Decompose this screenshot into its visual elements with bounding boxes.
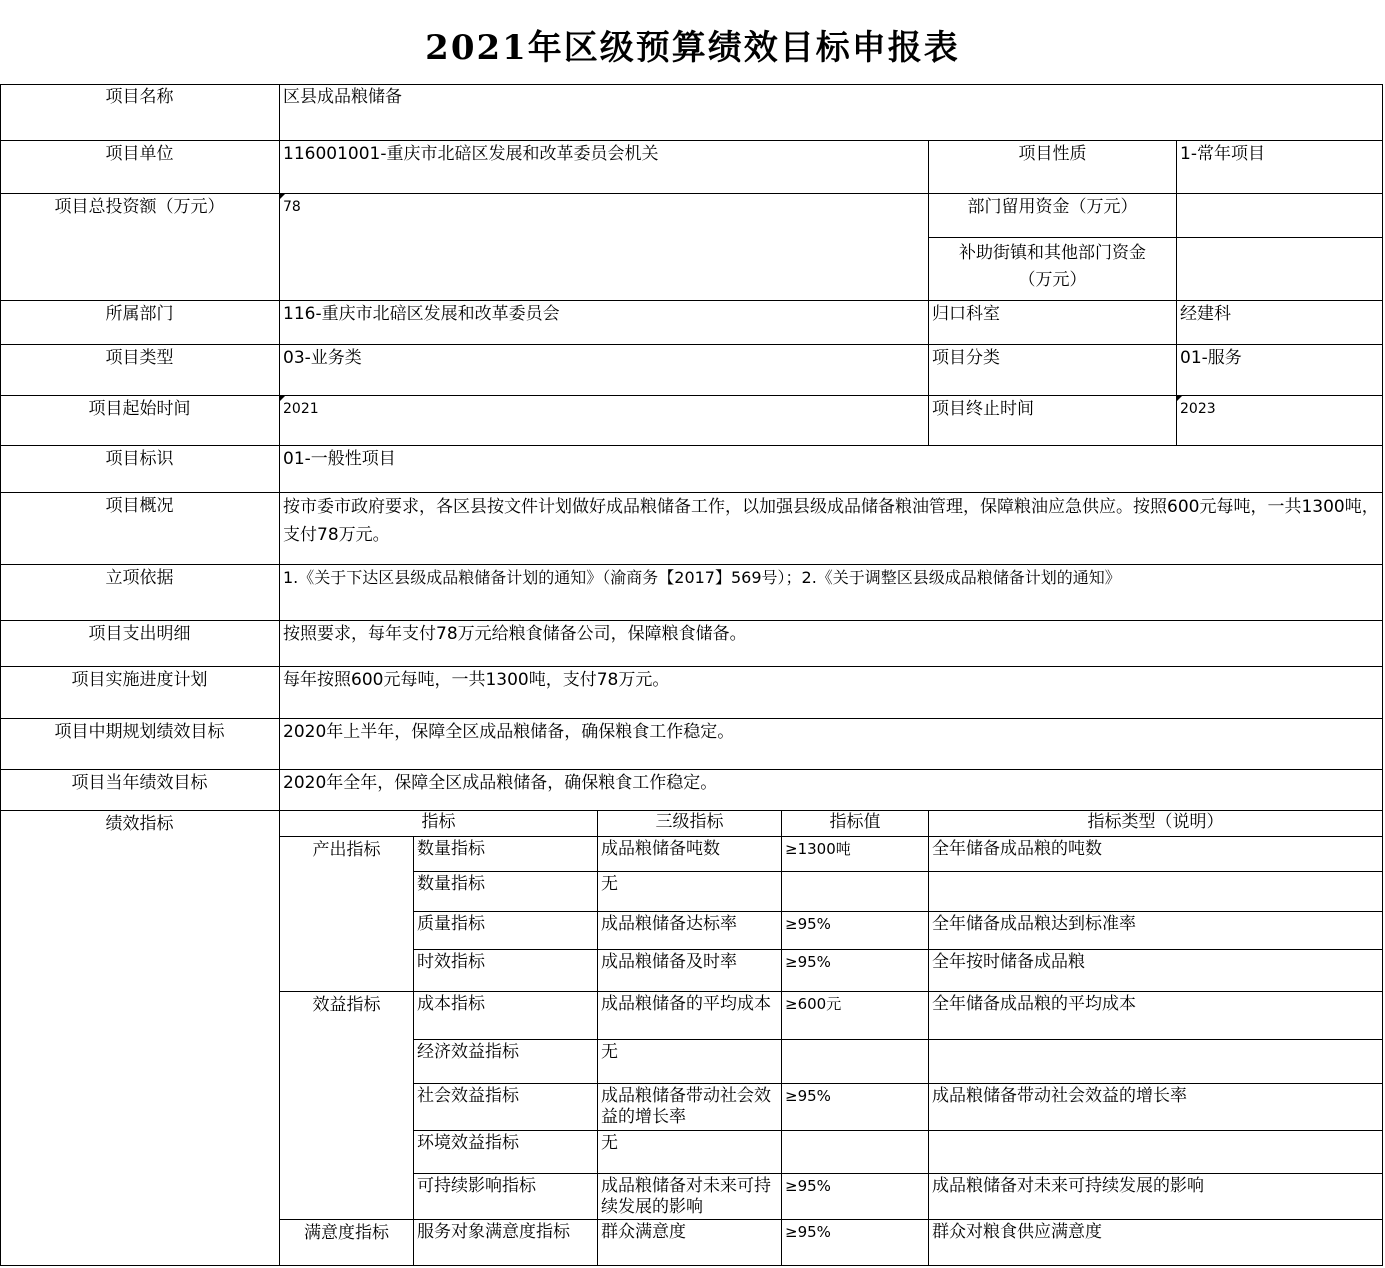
indicator-name: 成品粮储备对未来可持续发展的影响 (598, 1174, 782, 1220)
indicator-name: 群众满意度 (598, 1220, 782, 1266)
responsible-office-value: 经建科 (1177, 301, 1383, 345)
indicator-subcategory: 经济效益指标 (414, 1040, 598, 1084)
department-label: 所属部门 (0, 301, 280, 345)
project-name-value: 区县成品粮储备 (280, 84, 1383, 141)
indicator-description: 全年储备成品粮的平均成本 (929, 992, 1383, 1040)
indicator-subcategory: 社会效益指标 (414, 1084, 598, 1131)
project-basis-value: 1.《关于下达区县级成品粮储备计划的通知》（渝商务【2017】569号）；2.《关于调整区县级成品粮储备计划的通知》 (280, 565, 1383, 621)
indicator-value: ≥95% (782, 1084, 929, 1131)
indicator-name: 无 (598, 872, 782, 912)
midterm-goal-label: 项目中期规划绩效目标 (0, 719, 280, 770)
indicator-value: ≥600元 (782, 992, 929, 1040)
responsible-office-label: 归口科室 (929, 301, 1177, 345)
indicator-value (782, 1131, 929, 1174)
project-flag-value: 01-一般性项目 (280, 446, 1383, 493)
indicator-name: 无 (598, 1131, 782, 1174)
indicator-value: ≥95% (782, 912, 929, 950)
page-title: 2021年区级预算绩效目标申报表 (425, 28, 960, 68)
project-unit-label: 项目单位 (0, 141, 280, 194)
end-time-label: 项目终止时间 (929, 396, 1177, 446)
indicator-subcategory: 时效指标 (414, 950, 598, 992)
schedule-plan-value: 每年按照600元每吨，一共1300吨，支付78万元。 (280, 667, 1383, 719)
department-retained-fund-value (1177, 194, 1383, 238)
project-unit-value: 116001001-重庆市北碚区发展和改革委员会机关 (280, 141, 929, 194)
performance-indicators-label: 绩效指标 (0, 811, 280, 1266)
project-nature-value: 1-常年项目 (1177, 141, 1383, 194)
total-investment-value: 78 (280, 194, 929, 301)
indicator-value: ≥95% (782, 1174, 929, 1220)
indicator-name: 成品粮储备达标率 (598, 912, 782, 950)
subsidy-fund-value (1177, 238, 1383, 301)
department-value: 116-重庆市北碚区发展和改革委员会 (280, 301, 929, 345)
indicator-name: 成品粮储备吨数 (598, 837, 782, 872)
subsidy-fund-label: 补助街镇和其他部门资金（万元） (929, 238, 1177, 301)
start-time-label: 项目起始时间 (0, 396, 280, 446)
end-time-value: 2023 (1177, 396, 1383, 446)
indicator-subcategory: 环境效益指标 (414, 1131, 598, 1174)
group-output: 产出指标 (280, 837, 414, 992)
indicator-value: ≥1300吨 (782, 837, 929, 872)
indicator-value: ≥95% (782, 950, 929, 992)
project-overview-label: 项目概况 (0, 493, 280, 565)
indicator-description (929, 872, 1383, 912)
annual-goal-label: 项目当年绩效目标 (0, 770, 280, 811)
project-name-label: 项目名称 (0, 84, 280, 141)
expense-detail-value: 按照要求，每年支付78万元给粮食储备公司，保障粮食储备。 (280, 621, 1383, 667)
expense-detail-label: 项目支出明细 (0, 621, 280, 667)
indicator-name: 成品粮储备带动社会效益的增长率 (598, 1084, 782, 1131)
indicator-description: 全年储备成品粮达到标准率 (929, 912, 1383, 950)
indicator-value (782, 1040, 929, 1084)
project-category-label: 项目分类 (929, 345, 1177, 396)
indicator-subcategory: 可持续影响指标 (414, 1174, 598, 1220)
header-value: 指标值 (782, 811, 929, 837)
indicator-name: 成品粮储备的平均成本 (598, 992, 782, 1040)
header-level3: 三级指标 (598, 811, 782, 837)
indicator-description: 全年储备成品粮的吨数 (929, 837, 1383, 872)
group-benefit: 效益指标 (280, 992, 414, 1220)
indicator-subcategory: 服务对象满意度指标 (414, 1220, 598, 1266)
project-nature-label: 项目性质 (929, 141, 1177, 194)
midterm-goal-value: 2020年上半年，保障全区成品粮储备，确保粮食工作稳定。 (280, 719, 1383, 770)
start-time-value: 2021 (280, 396, 929, 446)
project-overview-value: 按市委市政府要求，各区县按文件计划做好成品粮储备工作，以加强县级成品储备粮油管理，保障粮油应急供应。按照600元每吨，一共1300吨，支付78万元。 (280, 493, 1383, 565)
indicator-subcategory: 数量指标 (414, 837, 598, 872)
header-type: 指标类型（说明） (929, 811, 1383, 837)
indicator-description (929, 1131, 1383, 1174)
indicator-description: 成品粮储备带动社会效益的增长率 (929, 1084, 1383, 1131)
schedule-plan-label: 项目实施进度计划 (0, 667, 280, 719)
project-basis-label: 立项依据 (0, 565, 280, 621)
group-satisfaction: 满意度指标 (280, 1220, 414, 1266)
indicator-name: 成品粮储备及时率 (598, 950, 782, 992)
indicator-value: ≥95% (782, 1220, 929, 1266)
indicator-subcategory: 成本指标 (414, 992, 598, 1040)
indicator-name: 无 (598, 1040, 782, 1084)
annual-goal-value: 2020年全年，保障全区成品粮储备，确保粮食工作稳定。 (280, 770, 1383, 811)
indicator-description: 全年按时储备成品粮 (929, 950, 1383, 992)
header-indicator: 指标 (280, 811, 598, 837)
project-category-value: 01-服务 (1177, 345, 1383, 396)
indicator-subcategory: 数量指标 (414, 872, 598, 912)
project-type-value: 03-业务类 (280, 345, 929, 396)
total-investment-label: 项目总投资额（万元） (0, 194, 280, 301)
project-type-label: 项目类型 (0, 345, 280, 396)
indicator-description: 群众对粮食供应满意度 (929, 1220, 1383, 1266)
indicator-subcategory: 质量指标 (414, 912, 598, 950)
project-flag-label: 项目标识 (0, 446, 280, 493)
indicator-description (929, 1040, 1383, 1084)
indicator-value (782, 872, 929, 912)
indicator-description: 成品粮储备对未来可持续发展的影响 (929, 1174, 1383, 1220)
department-retained-fund-label: 部门留用资金（万元） (929, 194, 1177, 238)
